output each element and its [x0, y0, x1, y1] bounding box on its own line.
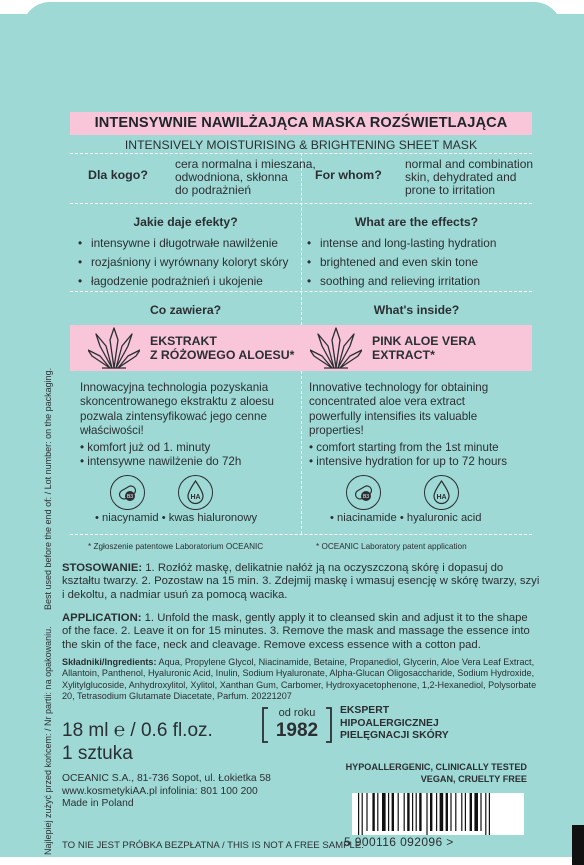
patent-note-en: * OCEANIC Laboratory patent application	[316, 542, 467, 551]
list-item: • brightened and even skin tone	[307, 253, 496, 272]
list-item: • soothing and relieving irritation	[307, 272, 496, 291]
list-item: • intensywne i długotrwałe nawilżenie	[78, 234, 288, 253]
effects-list-en	[307, 234, 496, 291]
svg-text:B3: B3	[362, 494, 370, 500]
extract-label-en: PINK ALOE VERA EXTRACT*	[372, 334, 477, 362]
for-whom-text-en: normal and combination skin, dehydrated and prone to irritation	[405, 157, 534, 197]
barcode-number: 5 900116 092096 >	[344, 835, 454, 849]
bottom-edge	[0, 857, 584, 865]
barcode	[352, 793, 524, 835]
effects-heading-pl: Jakie daje efekty?	[133, 215, 238, 229]
description-pl: Innowacyjna technologia pozyskania skoncentrowanego ekstraktu z aloesu pozwala zintensyfikować jego cenne właściwości!	[80, 381, 274, 437]
unit-count: 1 sztuka	[62, 743, 133, 764]
list-item: • rozjaśniony i wyrównany koloryt skóry	[78, 253, 288, 272]
for-whom-text-pl: cera normalna i mieszana, odwodniona, skłonna do podrażnień	[175, 157, 316, 197]
for-whom-label-en: For whom?	[315, 168, 382, 182]
list-item: • łagodzenie podrażnień i ukojenie	[78, 272, 288, 291]
corner-shadow	[572, 825, 584, 865]
effects-list-pl	[78, 234, 288, 291]
package-top-curve	[22, 2, 562, 42]
patent-note-pl: * Zgłoszenie patentowe Laboratorium OCEANIC	[88, 542, 264, 551]
usage-en: APPLICATION: 1. Unfold the mask, gently apply it to cleansed skin and adjust it to the shape of the face. 2. Leave it on for 15 minutes. 3. Remove the mask and massage the essence into the skin of the face, neck and cleavage. Remove excess essence with a cotton pad.	[62, 612, 530, 651]
contains-heading-pl: Co zawiera?	[149, 303, 222, 317]
hyaluronic-acid-icon	[178, 475, 213, 510]
since-badge: od roku 1982	[262, 706, 332, 744]
not-free-sample: TO NIE JEST PRÓBKA BEZPŁATNA / THIS IS NOT A FREE SAMPLE.	[62, 840, 364, 851]
benefits-pl: • komfort już od 1. minuty • intensywne nawilżenie do 72h	[80, 441, 242, 469]
description-en: Innovative technology for obtaining concentrated aloe vera extract powerfully intensifies its valuable properties!	[309, 381, 489, 437]
aloe-icon	[310, 326, 362, 370]
side-text-pl: Najlepiej zużyć przed końcem: / Nr partii: na opakowaniu.	[43, 626, 53, 855]
side-text-en: Best used before the end of: / Lot number: on the packaging.	[43, 367, 53, 610]
effects-heading-en: What are the effects?	[354, 215, 479, 229]
extract-label-pl: EKSTRAKT Z RÓŻOWEGO ALOESU*	[150, 334, 295, 362]
niacinamide-icon	[110, 475, 145, 510]
list-item: • intense and long-lasting hydration	[307, 234, 496, 253]
claims: HYPOALLERGENIC, CLINICALLY TESTED VEGAN, CRUELTY FREE	[345, 762, 527, 784]
contains-heading-en: What's inside?	[373, 303, 460, 317]
niacinamide-icon	[346, 475, 381, 510]
title-pl: INTENSYWNIE NAWILŻAJĄCA MASKA ROZŚWIETLAJĄCA	[94, 115, 508, 131]
svg-text:HA: HA	[436, 494, 447, 501]
divider-vertical	[301, 371, 302, 534]
hyaluronic-acid-icon	[424, 475, 459, 510]
ingredients-caption-en: • niacinamide • hyaluronic acid	[330, 512, 482, 524]
svg-text:B3: B3	[126, 494, 134, 500]
for-whom-label-pl: Dla kogo?	[88, 168, 148, 182]
divider	[70, 534, 532, 535]
aloe-icon	[88, 326, 140, 370]
benefits-en: • comfort starting from the 1st minute • intensive hydration for up to 72 hours	[309, 441, 508, 469]
expert-text: EKSPERT HIPOALERGICZNEJ PIELĘGNACJI SKÓRY	[340, 705, 449, 742]
volume: 18 ml ℮ / 0.6 fl.oz.	[62, 720, 213, 741]
company-info: OCEANIC S.A., 81-736 Sopot, ul. Łokietka 58 www.kosmetykiAA.pl infolinia: 801 100 200 Made in Poland	[62, 773, 271, 810]
usage-pl: STOSOWANIE: 1. Rozłóż maskę, delikatnie nałóż ją na oczyszczoną skórę i dopasuj do kształtu twarzy. 2. Pozostaw na 15 min. 3. Zdejmij maskę i wmasuj esencję w skórę twarzy, szyi i dekoltu, a nadmiar usuń za pomocą wacika.	[62, 562, 540, 601]
title-en: INTENSIVELY MOISTURISING & BRIGHTENING SHEET MASK	[124, 138, 478, 152]
title-band	[70, 112, 532, 135]
ingredients-list: Składniki/Ingredients: Aqua, Propylene Glycol, Niacinamide, Betaine, Propanediol, Glycerin, Aloe Vera Leaf Extract, Allantoin, Panthenol, Hyaluronic Acid, Inulin, Sodium Hyaluronate, Alpha-Glucan Oligosaccharide, Sodium Hydroxide, Xylitylglucoside, Anhydroxylitol, Xylitol, Xanthan Gum, Carbomer, Hydroxyacetophenone, 1,2-Hexanediol, Polysorbate 20, Tetrasodium Glutamate Diacetate, Parfum. 20221207	[62, 657, 537, 701]
ingredients-caption-pl: • niacynamid • kwas hialuronowy	[95, 512, 258, 524]
svg-text:HA: HA	[190, 494, 201, 501]
